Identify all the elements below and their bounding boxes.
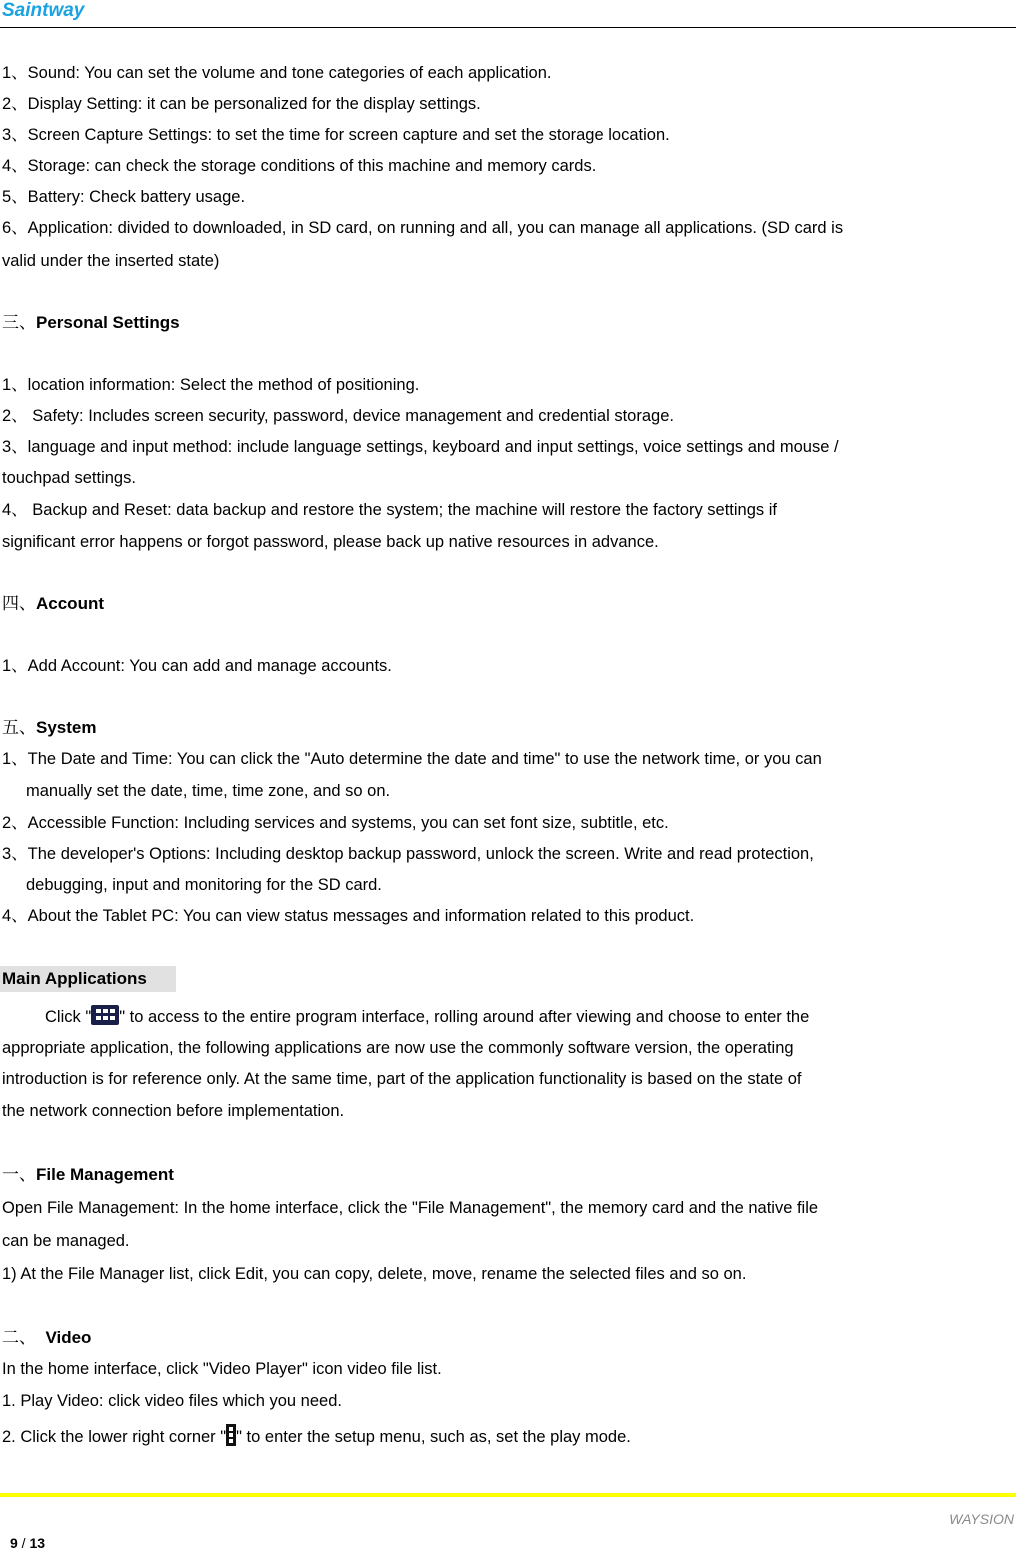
section-heading-account (2, 594, 104, 614)
paragraph-line: can be managed. (2, 1232, 130, 1250)
footer-brand: WAYSION (949, 1511, 1014, 1527)
heading-title: System (36, 718, 97, 737)
header-brand: Saintway (2, 0, 85, 21)
intro-text: " to access to the entire program interface, rolling around after viewing and choose to enter the (119, 1008, 810, 1026)
paragraph-line: Open File Management: In the home interface, click the "File Management", the memory card and the native file (2, 1199, 819, 1217)
intro-text: Click " (45, 1008, 92, 1026)
section-heading-file-management (2, 1165, 174, 1185)
paragraph-line: In the home interface, click "Video Player" icon video file list. (2, 1360, 442, 1378)
page-number (10, 1535, 45, 1551)
heading-prefix: 一、 (2, 1165, 36, 1184)
list-item: 2、Accessible Function: Including services and systems, you can set font size, subtitle, etc. (2, 814, 669, 832)
heading-prefix: 五、 (2, 718, 36, 737)
main-applications-heading: Main Applications (0, 966, 176, 992)
paragraph-text: " to enter the setup menu, such as, set the play mode. (236, 1428, 631, 1446)
paragraph-line-with-icon (2, 1424, 631, 1447)
list-item: 4、About the Tablet PC: You can view status messages and information related to this product. (2, 907, 695, 925)
list-item: 1、Add Account: You can add and manage accounts. (2, 657, 392, 675)
list-item: 3、The developer's Options: Including desktop backup password, unlock the screen. Write and read protection, (2, 845, 814, 863)
heading-title: Account (36, 594, 104, 613)
list-item: 5、Battery: Check battery usage. (2, 188, 246, 206)
paragraph-line: 1. Play Video: click video files which you need. (2, 1392, 342, 1410)
list-item: significant error happens or forgot password, please back up native resources in advance. (2, 533, 659, 551)
heading-prefix: 二、 (2, 1328, 36, 1347)
list-item: 4、Storage: can check the storage conditions of this machine and memory cards. (2, 157, 597, 175)
paragraph-line: the network connection before implementation. (2, 1102, 345, 1120)
list-item: 1、The Date and Time: You can click the "Auto determine the date and time" to use the network time, or you can (2, 750, 822, 768)
list-item: valid under the inserted state) (2, 252, 220, 270)
list-item: 1、Sound: You can set the volume and tone categories of each application. (2, 64, 552, 82)
header-divider (0, 27, 1016, 28)
heading-prefix: 三、 (2, 313, 36, 332)
paragraph-line: introduction is for reference only. At the same time, part of the application functionality is based on the state of (2, 1070, 802, 1088)
section-heading-personal (2, 313, 180, 333)
paragraph-text: 2. Click the lower right corner " (2, 1428, 227, 1446)
heading-title: File Management (36, 1165, 174, 1184)
list-item: 1、location information: Select the method of positioning. (2, 376, 420, 394)
heading-title: Personal Settings (36, 313, 180, 332)
footer-divider (0, 1493, 1016, 1497)
list-item: 6、Application: divided to downloaded, in SD card, on running and all, you can manage all applications. (SD card is (2, 219, 844, 237)
menu-dots-icon (226, 1424, 236, 1446)
list-item: debugging, input and monitoring for the SD card. (26, 876, 382, 894)
list-item: 3、Screen Capture Settings: to set the time for screen capture and set the storage location. (2, 126, 670, 144)
list-item: 2、Display Setting: it can be personalized for the display settings. (2, 95, 481, 113)
list-item: touchpad settings. (2, 469, 136, 487)
section-heading-system (2, 718, 96, 738)
list-item: 2、 Safety: Includes screen security, password, device management and credential storage. (2, 407, 674, 425)
main-apps-intro (45, 1005, 809, 1027)
page-separator: / (17, 1535, 30, 1551)
paragraph-line: appropriate application, the following applications are now use the commonly software version, the operating (2, 1039, 794, 1057)
list-item: 4、 Backup and Reset: data backup and restore the system; the machine will restore the factory settings if (2, 501, 777, 519)
heading-title: Video (45, 1328, 92, 1347)
page-total: 13 (29, 1535, 46, 1551)
list-item: manually set the date, time, time zone, and so on. (26, 782, 391, 800)
page-current: 9 (10, 1535, 18, 1551)
list-item: 3、language and input method: include language settings, keyboard and input settings, voice settings and mouse / (2, 438, 839, 456)
apps-grid-icon (91, 1005, 119, 1025)
section-heading-video (2, 1328, 91, 1348)
heading-prefix: 四、 (2, 594, 36, 613)
paragraph-line: 1) At the File Manager list, click Edit, you can copy, delete, move, rename the selected files and so on. (2, 1265, 747, 1283)
